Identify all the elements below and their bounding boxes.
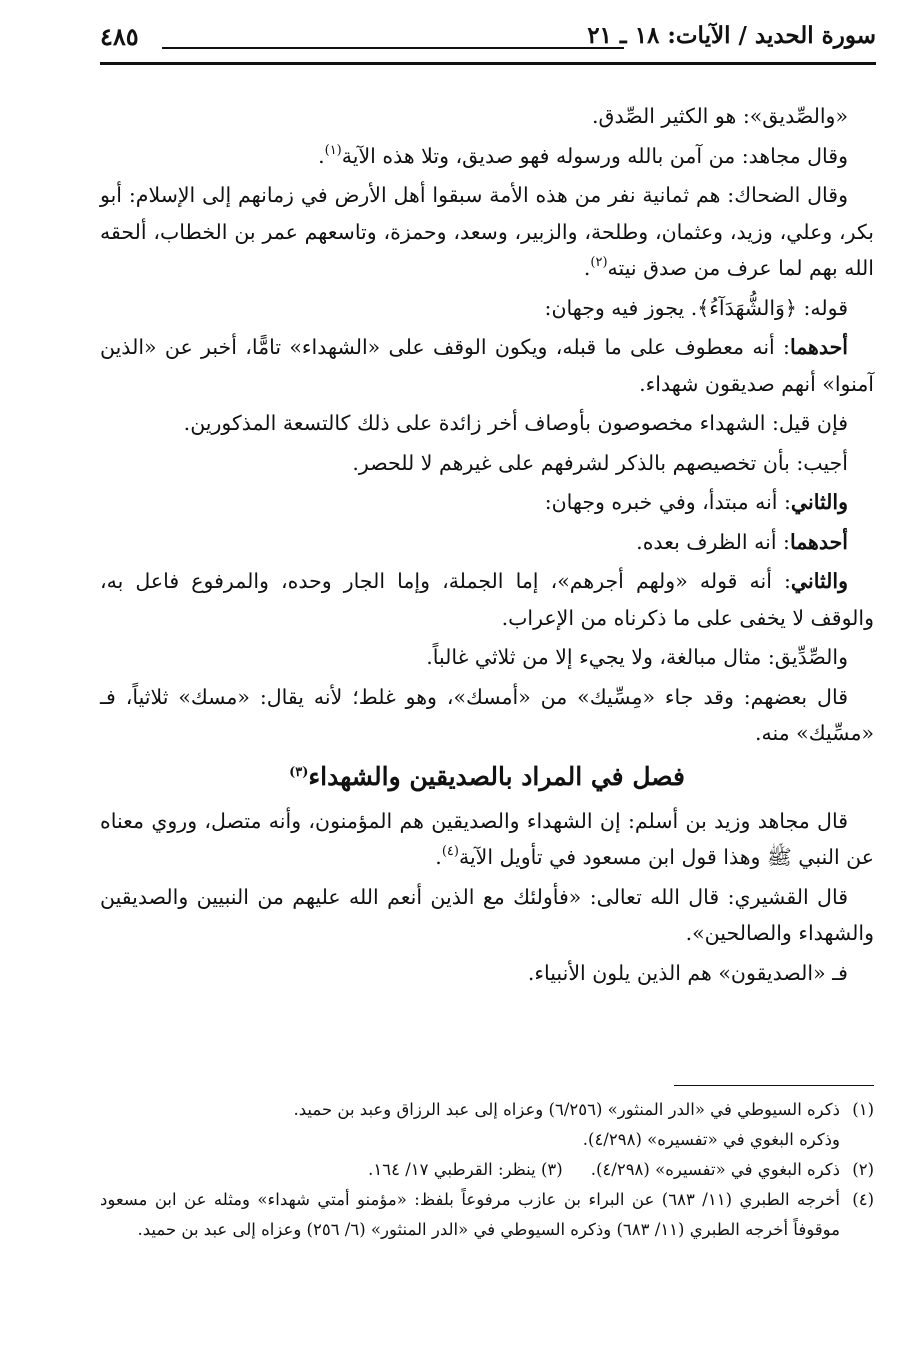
footnote-text: أخرجه الطبري (١١/ ٦٨٣) عن البراء بن عازب مرفوعاً بلفظ: «مؤمنو أمتي شهداء» ومثله عن ابن مسعود موقوفاً أخرجه الطبري (١١/ ٦٨٣) وذكره السيوطي في «الدر المنثور» (٦/ ٢٥٦) وعزاه إلى عبد بن حميد.	[100, 1190, 840, 1239]
paragraph-text: أجيب: بأن تخصيصهم بالذكر لشرفهم على غيرهم لا للحصر.	[352, 450, 848, 475]
main-text	[100, 98, 874, 994]
paragraph-8	[100, 484, 874, 521]
footnotes	[100, 1095, 874, 1245]
paragraph-text: وقال الضحاك: هم ثمانية نفر من هذه الأمة سبقوا أهل الأرض في زمانهم إلى الإسلام: أبو بكر، وعلي، وزيد، وعثمان، وطلحة، والزبير، وسعد، وحمزة، وتاسعهم عمر بن الخطاب، ألحقه الله بهم لما عرف من صدق نيته	[100, 183, 874, 280]
footnote-number: (٢)	[852, 1160, 874, 1179]
paragraph-text: : أنه قوله «ولهم أجرهم»، إما الجملة، وإما الجار وحده، والمرفوع فاعل به، والوقف لا يخفى على ما ذكرناه من الإعراب.	[100, 569, 874, 630]
header-rule	[100, 62, 876, 65]
paragraph-13	[100, 803, 874, 876]
footnote-text: ذكره البغوي في «تفسيره» (٤/٢٩٨).	[590, 1160, 840, 1179]
paragraph-9	[100, 524, 874, 561]
footnote-text: ينظر: القرطبي ١٧/ ١٦٤.	[368, 1160, 536, 1179]
running-header	[100, 18, 876, 64]
footnote-ref-1[interactable]: (١)	[324, 142, 342, 158]
paragraph-text: قال القشيري: قال الله تعالى: «فأولئك مع الذين أنعم الله عليهم من النبيين والصديقين والشهداء والصالحين».	[100, 884, 874, 945]
footnote-2-3	[100, 1155, 874, 1185]
footnote-number: (١)	[852, 1100, 874, 1119]
paragraph-text: قال مجاهد وزيد بن أسلم: إن الشهداء والصديقين هم المؤمنون، وأنه متصل، وروي معناه عن النبي ﷺ وهذا قول ابن مسعود في تأويل الآية	[100, 808, 874, 869]
paragraph-2	[100, 138, 874, 175]
paragraph-text: قال بعضهم: وقد جاء «مِسِّيك» من «أمسك»، وهو غلط؛ لأنه يقال: «مسك» ثلاثياً، فـ «مسِّيك» منه.	[100, 684, 874, 745]
paragraph-11	[100, 639, 874, 676]
paragraph-15	[100, 955, 874, 992]
footnote-4	[100, 1185, 874, 1245]
footnote-ref-3[interactable]: (٣)	[289, 764, 309, 780]
paragraph-end: .	[583, 256, 591, 280]
paragraph-text: : أنه مبتدأ، وفي خبره وجهان:	[544, 490, 791, 514]
paragraph-7	[100, 445, 874, 482]
footnote-text: وذكره البغوي في «تفسيره» (٤/٢٩٨).	[582, 1130, 840, 1149]
paragraph-1	[100, 98, 874, 135]
paragraph-text: : أنه الظرف بعده.	[636, 529, 790, 554]
paragraph-6	[100, 405, 874, 442]
footnote-number: (٣)	[540, 1160, 563, 1179]
footnote-ref-2[interactable]: (٢)	[590, 255, 608, 270]
paragraph-lead: والثاني	[790, 569, 848, 593]
footnote-text: ذكره السيوطي في «الدر المنثور» (٦/٢٥٦) وعزاه إلى عبد الرزاق وعبد بن حميد.	[293, 1100, 840, 1119]
paragraph-end: .	[435, 845, 442, 869]
footnote-number: (٤)	[852, 1190, 874, 1209]
section-heading-text: فصل في المراد بالصديقين والشهداء	[308, 761, 685, 791]
paragraph-text: وقال مجاهد: من آمن بالله ورسوله فهو صديق، وتلا هذه الآية	[341, 143, 848, 168]
paragraph-lead: والثاني	[790, 490, 848, 514]
paragraph-text: والصِّدِّيق: مثال مبالغة، ولا يجيء إلا من ثلاثي غالباً.	[426, 645, 848, 669]
header-line	[162, 47, 624, 49]
paragraph-end: .	[318, 143, 325, 168]
header-title: سورة الحديد / الآيات: ١٨ ـ ٢١	[587, 22, 876, 49]
paragraph-text: : أنه معطوف على ما قبله، ويكون الوقف على «الشهداء» تامًّا، أخبر عن «الذين آمنوا» أنهم صديقون شهداء.	[100, 335, 874, 396]
footnote-separator	[674, 1085, 874, 1086]
paragraph-lead: أحدهما	[789, 529, 848, 554]
paragraph-text: فإن قيل: الشهداء مخصوصون بأوصاف أخر زائدة على ذلك كالتسعة المذكورين.	[183, 411, 848, 435]
footnote-1-continued	[100, 1125, 874, 1155]
paragraph-text: «والصِّديق»: هو الكثير الصِّدق.	[592, 104, 848, 128]
paragraph-5	[100, 329, 874, 402]
paragraph-3	[100, 177, 874, 287]
paragraph-text: فـ «الصديقون» هم الذين يلون الأنبياء.	[527, 960, 848, 985]
footnote-ref-4[interactable]: (٤)	[441, 844, 459, 859]
paragraph-4	[100, 290, 874, 327]
paragraph-lead: أحدهما	[789, 335, 848, 359]
paragraph-14	[100, 879, 874, 952]
section-heading	[100, 755, 874, 799]
footnote-1	[100, 1095, 874, 1125]
paragraph-text: قوله: ﴿وَالشُّهَدَآءُ﴾. يجوز فيه وجهان:	[544, 295, 848, 320]
page-number: ٤٨٥	[100, 22, 139, 51]
paragraph-12	[100, 679, 874, 752]
paragraph-10	[100, 563, 874, 636]
